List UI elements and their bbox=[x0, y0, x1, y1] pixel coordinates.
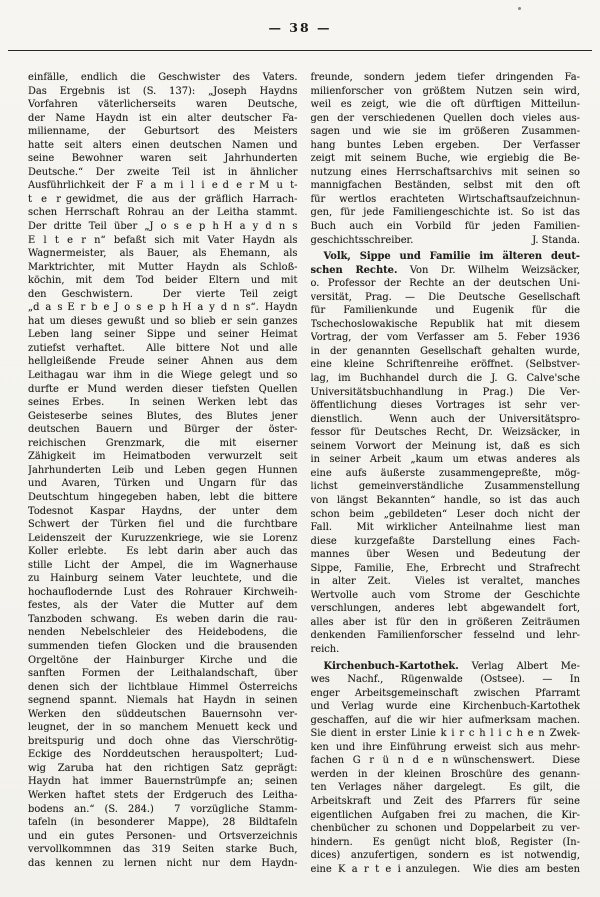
line-text: Von Dr. Wilhelm Weizsäcker, bbox=[397, 264, 580, 276]
text-line: Das Ergebnis ist (S. 137): „Joseph Haydns bbox=[28, 85, 298, 97]
text-line: verschlungen, anderes lebt abgewandelt fort, bbox=[310, 603, 580, 615]
text-line: eine K a r t e i anzulegen. Wie dies am besten bbox=[310, 863, 580, 875]
text-line: Ausführlichkeit der F a m i l i e d e r M u t- bbox=[28, 180, 298, 192]
text-line: für Familienkunde und Eugenik für die bbox=[310, 305, 580, 317]
text-line: deutschen Bauern und Bürger der öster- bbox=[28, 424, 298, 436]
text-line: reichischen Grenzmark, die mit eiserner bbox=[28, 437, 298, 449]
text-line: alles aber ist für den in größeren Zeiträumen bbox=[310, 616, 580, 628]
text-line: für wertlos erachteten Wirtschaftsaufzeichnun- bbox=[310, 193, 580, 205]
text-line: nenden Nebelschleier des Heidebodens, die bbox=[28, 627, 298, 639]
text-line: köchin, mit dem Tod beider Eltern und mit bbox=[28, 275, 298, 287]
text-line: vervollkommnen das 319 Seiten starke Buch, bbox=[28, 844, 298, 856]
text-line: eine aufs äußerste zusammengepreßte, mög- bbox=[310, 467, 580, 479]
text-columns bbox=[28, 71, 580, 876]
text-line: sanften Formen der Leithalandschaft, über bbox=[28, 668, 298, 680]
text-line: milienname, der Geburtsort des Meisters bbox=[28, 126, 298, 138]
text-line: Fall. Mit wirklicher Anteilnahme liest man bbox=[310, 522, 580, 534]
bold-lead: schen Rechte. bbox=[310, 264, 398, 276]
column-right bbox=[311, 71, 581, 876]
text-line: mannigfachen Beständen, selbst mit den oft bbox=[310, 180, 580, 192]
text-line bbox=[311, 660, 581, 674]
text-line: Schwert der Türken fiel und die furchtbare bbox=[28, 519, 298, 531]
text-line: Leben lang seiner Sippe und seiner Heimat bbox=[28, 329, 298, 341]
text-line: lichst gemeinverständliche Zusammenstellung bbox=[310, 481, 580, 493]
text-line: eine kleine Schriftenreihe eröffnet. (Selbstver- bbox=[310, 359, 580, 371]
text-line: summenden tiefen Glocken und die brausenden bbox=[28, 640, 298, 652]
text-line: Tanzboden schwang. Es weben darin die rau- bbox=[28, 613, 298, 625]
text-line: eigentlichen Aufgaben frei zu machen, die Kir- bbox=[310, 809, 580, 821]
text-line: Orgeltöne der Hainburger Kirche und die bbox=[28, 654, 298, 666]
paragraph bbox=[28, 71, 298, 870]
text-line: Werken den süddeutschen Bauernsohn ver- bbox=[28, 708, 298, 720]
text-line: hellgleißende Freude seiner Ahnen aus dem bbox=[28, 356, 298, 368]
text-line: den Geschwistern. Der vierte Teil zeigt bbox=[28, 288, 298, 300]
text-line bbox=[311, 250, 581, 264]
text-line: von längst Bekannten“ handle, so ist das auch bbox=[310, 494, 580, 506]
text-line: Leidenszeit der Kuruzzenkriege, wie sie Lorenz bbox=[28, 532, 298, 544]
page-number: — 38 — bbox=[268, 20, 332, 35]
text-line: E l t e r n“ befaßt sich mit Vater Haydn als bbox=[28, 234, 298, 246]
text-line: fessor für Deutsches Recht, Dr. Weizsäcker, in bbox=[310, 427, 580, 439]
text-line: Deutschtum hingegeben haben, lebt die bittere bbox=[28, 491, 298, 503]
text-line: Jahrhunderten Leib und Leben gegen Hunnen bbox=[28, 464, 298, 476]
text-line: leugnet, der in so manchem Menuett keck und bbox=[28, 722, 298, 734]
text-line: weil es zeigt, wie die oft dürftigen Mitteilun- bbox=[310, 99, 580, 111]
text-line bbox=[311, 234, 581, 248]
text-line: gen der verschiedenen Quellen doch vieles aus- bbox=[310, 112, 580, 124]
text-line: Arbeitskraft und Zeit des Pfarrers für seine bbox=[310, 795, 580, 807]
text-line: seinem Vorwort der Meinung ist, daß es sich bbox=[310, 440, 580, 452]
text-line: o. Professor der Rechte an der deutschen Uni- bbox=[310, 278, 580, 290]
text-line: Leithagau war ihm in die Wiege gelegt und so bbox=[28, 370, 298, 382]
text-line: freunde, sondern jedem tiefer dringenden Fa- bbox=[310, 72, 580, 83]
text-line: in der genannten Gesellschaft gehalten wurde, bbox=[310, 345, 580, 357]
text-line: gen, für jede Familiengeschichte ist. So ist das bbox=[310, 207, 580, 219]
text-line: segnend spannt. Niemals hat Haydn in seinen bbox=[28, 695, 298, 707]
text-line: wes Nachf., Rügenwalde (Ostsee). — In bbox=[310, 674, 580, 686]
text-line: Haydn hat immer Bauernstrümpfe an; seinen bbox=[28, 776, 298, 788]
text-line: zeigt mit seinem Buche, wie ergiebig die Be- bbox=[310, 153, 580, 165]
text-line: Todesnot Kaspar Haydns, der unter dem bbox=[28, 505, 298, 517]
text-line: in alter Zeit. Vieles ist veraltet, manches bbox=[310, 576, 580, 588]
text-line: nutzung eines Herrschaftsarchivs mit seinen so bbox=[310, 166, 580, 178]
scan-artifact-dot bbox=[518, 7, 521, 10]
text-line: und Avaren, Türken und Ungarn für das bbox=[28, 478, 298, 490]
signature: J. Standa. bbox=[532, 234, 580, 246]
text-line: durfte er Mund werden dieser tiefsten Quellen bbox=[28, 383, 298, 395]
text-line: einfälle, endlich die Geschwister des Vaters. bbox=[28, 72, 298, 83]
text-line: denen sich der lichtblaue Himmel Österreichs bbox=[28, 681, 298, 693]
text-line: tafeln (in besonderer Mappe), 28 Bildtafeln bbox=[28, 817, 298, 829]
text-line: sagen und wie sie im größeren Zusammen- bbox=[310, 126, 580, 138]
text-line: breitspurig und doch ohne das Vierschrötig- bbox=[28, 735, 298, 747]
text-line: hochauflodernde Lust des Rohrauer Kirchweih- bbox=[28, 586, 298, 598]
text-line: hat um dieses gewußt und so blieb er sein ganzes bbox=[28, 315, 298, 327]
text-line: Wertvolle auch vom Strome der Geschichte bbox=[310, 589, 580, 601]
text-line: denkenden Familienforscher fesselnd und lehr- bbox=[310, 630, 580, 642]
text-line: hindern. Es genügt nicht bloß, Register (In- bbox=[310, 836, 580, 848]
text-line: und Verlag wurde eine Kirchenbuch-Kartothek bbox=[310, 701, 580, 713]
header-rule bbox=[8, 50, 592, 51]
text-line: ken und ihre Einführung erweist sich aus mehr- bbox=[310, 741, 580, 753]
text-line: „d a s E r b e J o s e p h H a y d n s“. Haydn bbox=[28, 302, 298, 314]
text-line: dienstlich. Wenn auch der Universitätspro- bbox=[310, 413, 580, 425]
text-line: enger Arbeitsgemeinschaft zwischen Pfarramt bbox=[310, 687, 580, 699]
text-line: Marktrichter, mit Mutter Haydn als Schloß- bbox=[28, 261, 298, 273]
paragraph bbox=[311, 250, 581, 656]
text-line: stille Licht der Ampel, die im Wagnerhause bbox=[28, 559, 298, 571]
text-line: Buch auch ein Vorbild für jeden Familien- bbox=[310, 221, 580, 233]
text-line: festes, als der Vater die Mutter auf dem bbox=[28, 600, 298, 612]
text-line bbox=[311, 264, 581, 278]
text-line: Universitätsbuchhandlung in Prag.) Die Ver- bbox=[310, 386, 580, 398]
text-line: lag, im Buchhandel durch die J. G. Calve'sche bbox=[310, 373, 580, 385]
text-line: Zähigkeit im Heimatboden verwurzelt seit bbox=[28, 451, 298, 463]
text-line: Koller erlebte. Es lebt darin aber auch das bbox=[28, 546, 298, 558]
text-line: hang buntes Leben ergeben. Der Verfasser bbox=[310, 139, 580, 151]
text-line: der Name Haydn ist ein alter deutscher Fa- bbox=[28, 112, 298, 124]
text-line: diese kurzgefaßte Darstellung eines Fach- bbox=[310, 535, 580, 547]
text-line: Wagnermeister, als Bauer, als Ehemann, als bbox=[28, 248, 298, 260]
text-line: Vorfahren väterlicherseits waren Deutsche, bbox=[28, 99, 298, 111]
text-line: schon beim „gebildeten“ Leser doch nicht der bbox=[310, 508, 580, 520]
text-line: Tschechoslowakische Republik hat mit diesem bbox=[310, 318, 580, 330]
text-line: und ein gutes Personen- und Ortsverzeichnis bbox=[28, 830, 298, 842]
line-text: geschichtsschreiber. bbox=[310, 234, 414, 246]
text-line: werden in der kleinen Broschüre des genann- bbox=[310, 768, 580, 780]
text-line: t e r gewidmet, die aus der gräflich Harrach- bbox=[28, 193, 298, 205]
text-line: Vortrag, der vom Verfasser am 5. Feber 1936 bbox=[310, 332, 580, 344]
text-line: Sippe, Familie, Ehe, Erbrecht und Strafrecht bbox=[310, 562, 580, 574]
text-line: Eckige des Norddeutschen herauspoltert; Lud- bbox=[28, 749, 298, 761]
text-line: das kennen zu lernen nicht nur dem Haydn- bbox=[28, 857, 298, 869]
text-line: Geisteserbe seines Blutes, des Blutes jener bbox=[28, 410, 298, 422]
text-line: wig Zaruba hat den richtigen Satz geprägt: bbox=[28, 762, 298, 774]
paragraph bbox=[311, 71, 581, 247]
text-line: Der dritte Teil über „J o s e p h H a y d n s bbox=[28, 221, 298, 233]
text-line: dices) anzufertigen, sondern es ist notwendig, bbox=[310, 850, 580, 862]
text-line: Deutsche.“ Der zweite Teil ist in ähnlicher bbox=[28, 166, 298, 178]
text-line: Sie dient in erster Linie k i r c h l i c h e n Zwek- bbox=[310, 728, 580, 740]
bold-lead: Volk, Sippe und Familie im älteren deut- bbox=[323, 251, 580, 263]
text-line: fachen G r ü n d e n wünschenswert. Diese bbox=[310, 755, 580, 767]
text-line: Werken haftet stets der Erdgeruch des Leitha- bbox=[28, 789, 298, 801]
text-line: geschaffen, auf die wir hier aufmerksam machen. bbox=[310, 714, 580, 726]
text-line: chenbücher zu schonen und Doppelarbeit zu ver- bbox=[310, 823, 580, 835]
text-line: schen Herrschaft Rohrau an der Leitha stammt. bbox=[28, 207, 298, 219]
text-line: hatte seit alters einen deutschen Namen und bbox=[28, 139, 298, 151]
text-line: versität, Prag. — Die Deutsche Gesellschaft bbox=[310, 291, 580, 303]
line-text: Verlag Albert Me- bbox=[458, 660, 580, 672]
text-line: zutiefst verhaftet. Alle bittere Not und alle bbox=[28, 342, 298, 354]
text-line: seine Bewohner waren seit Jahrhunderten bbox=[28, 153, 298, 165]
text-line: mannes über Wesen und Bedeutung der bbox=[310, 549, 580, 561]
text-line: reich. bbox=[310, 643, 340, 655]
text-line: milienforscher von größtem Nutzen sein wird, bbox=[310, 85, 580, 97]
text-line: zu Hainburg seinem Vater leuchtete, und die bbox=[28, 573, 298, 585]
text-line: ten Verlages näher dargelegt. Es gilt, die bbox=[310, 782, 580, 794]
text-line: in seiner Arbeit „kaum um etwas anderes als bbox=[310, 454, 580, 466]
text-line: seines Erbes. In seinen Werken lebt das bbox=[28, 397, 298, 409]
column-left bbox=[28, 71, 298, 876]
text-line: öffentlichung dieses Vortrages ist sehr ver- bbox=[310, 400, 580, 412]
paragraph bbox=[311, 660, 581, 877]
bold-lead: Kirchenbuch-Kartothek. bbox=[323, 660, 459, 672]
text-line: bodens an.“ (S. 284.) 7 vorzügliche Stamm- bbox=[28, 803, 298, 815]
